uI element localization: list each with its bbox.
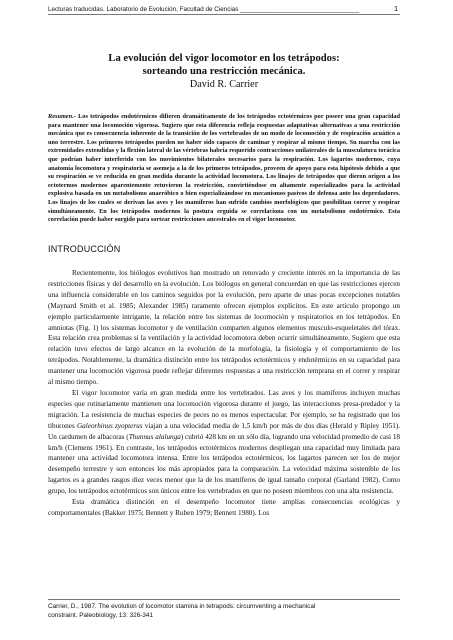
paragraph-1: Recientemente, los biólogos evolutivos han mostrado un renovado y creciente interés en la importancia de las restricciones físicas y del desarrollo en la evolución. Los biólogos en general concuerdan en que las restricciones ejercen una influencia considerable en los caminos seguidos por la evolución, pero aparte de unas pocas excepciones notables (Maynard Smith et al. 1985; Alexander 1985) raramente ofrecen ejemplos explícitos. En este artículo propongo un ejemplo particularmente intrigante, la relación entre los sistemas de locomoción y respiratorios en los tetrápodos. En amniotas (Fig. 1) los sistemas locomotor y de ventilación comparten algunos elementos musculo-esqueletales del tórax. Esta relación crea problemas si la ventilación y la actividad locomotora deben ocurrir simultáneamente. Sugiero que esta relación tuvo efectos de largo alcance en la evolución de la morfología, la fisiología y el comportamiento de los tetrápodos. Notablemente, la dramática distinción entre los tetrápodos ectotérmicos y endotérmicos en su capacidad para mantener una locomoción vigorosa puede reflejar diferentes respuestas a una restricción temprana en el correr y respirar al mismo tiempo. xyxy=(48,269,400,387)
footer-citation xyxy=(48,599,400,620)
species-name-albacore: Thunnus alalunga xyxy=(128,432,181,441)
paragraph-2-part-c: ) cubrió 428 km en un sólo día, logrando una velocidad promedio de casi 18 km/h (Clemens 1961). En contraste, los tetrápodos ectotérmicos modernos despliegan una capacidad muy limitada para mantener una actividad locomotora intensa. Entre los tetrápodos ectotérmicos, los lagartos parecen ser los de mejor desempeño terrestre y son entonces los más apropiados para la comparación. La velocidad máxima sostenible de los lagartos es a grandes rasgos diez veces menor que la de los mamíferos de igual tamaño corporal (Garland 1982). Como grupo, los tetrápodos ectotérmicos son únicos entre los vertebrados en que no poseen miembros con una alta resistencia. xyxy=(48,432,401,496)
paragraph-3: Esta dramática distinción en el desempeño locomotor tiene amplias consecuencias ecológicas y comportamentales (Bakker 1975; Bennett y Ruben 1979; Bennett 1980). Los xyxy=(48,498,400,517)
title-line-2: sorteando una restricción mecánica. xyxy=(142,65,306,77)
abstract xyxy=(48,113,400,225)
abstract-text: Los tetrápodos endotérmicos difieren dramáticamente de los tetrápodos ectotérmicos por poseer una gran capacidad para mantener una locomoción vigorosa. Sugiero que esta diferencia refleja respuestas adaptativas alternativas a una restricción mecánica que es consecuencia inherente de la transición de los vertebrados de un modo de locomoción y de respiración acuático a uno terrestre. Los primeros tetrápodos pueden no haber sido capaces de caminar y respirar al mismo tiempo. Su marcha con las extremidades extendidas y la flexión lateral de las vértebras habría requerido contracciones unilaterales de la musculatura torácica que podrían haber interferido con los movimientos bilaterales necesarios para la respiración. Los lagartos modernos, cuya anatomía locomotora y respiratoria se asemeja a la de los primeros tetrápodos, proveen de apoyo para esta hipótesis debido a que su respiración se ve reducida en gran medida durante la actividad locomotora. Los linajes de tetrápodos que dieron origen a los ectotermos modernos aparentemente retuvieron la restricción, convirtiéndose en altamente especializados para la actividad explosiva basada en un metabolismo anaeróbico o bien especializándose en mecanismos pasivos de defensa ante los depredadores. Los linajes de los cuales se derivan las aves y los mamíferos han sufrido cambios morfológicos que posibilitan correr y respirar simultáneamente. En los tetrápodos modernos la postura erguida se correlaciona con un metabolismo endotérmico. Esta correlación puede haber surgido para sortear restricciones ancestrales en el vigor locomotor. xyxy=(48,113,400,224)
body-text xyxy=(48,268,400,519)
citation-line-2: constraint. Paleobiology, 13: 326-341 xyxy=(48,611,154,619)
species-name-shark: Galeorhinus zyopterus xyxy=(76,421,143,430)
author-name: David R. Carrier xyxy=(189,79,259,90)
section-heading: INTRODUCCIÓN xyxy=(48,244,121,254)
citation-line-1: Carrier, D., 1987. The evolution of locomotor stamina in tetrapods: circumventing a mechanical xyxy=(48,603,316,610)
abstract-lead: Resumen.- xyxy=(48,113,76,120)
title-line-1: La evolución del vigor locomotor en los tetrápodos: xyxy=(108,53,340,64)
paragraph-2-part-b: viajan a una velocidad media de 1,5 km/h por más de dos días (Herald y Ripley 1951). Un cardumen de albacoras ( xyxy=(48,421,401,441)
running-head: Lecturas traducidas. Laboratorio de Evolución, Facultad de Ciencias __________________________________ xyxy=(48,6,400,15)
article-title xyxy=(48,53,400,78)
paragraph-2-part-a: El vigor locomotor varía en gran medida entre los vertebrados. Las aves y los mamíferos incluyen muchas especies que rutinariamente mantienen una locomoción vigorosa durante el juego, las interacciones presa-predador y la migración. La resistencia de muchas especies de peces no es menos espectacular. Por ejemplo, se ha registrado que los tiburones xyxy=(48,388,400,430)
page-number: 1 xyxy=(394,4,399,13)
paragraph-2 xyxy=(48,388,400,497)
